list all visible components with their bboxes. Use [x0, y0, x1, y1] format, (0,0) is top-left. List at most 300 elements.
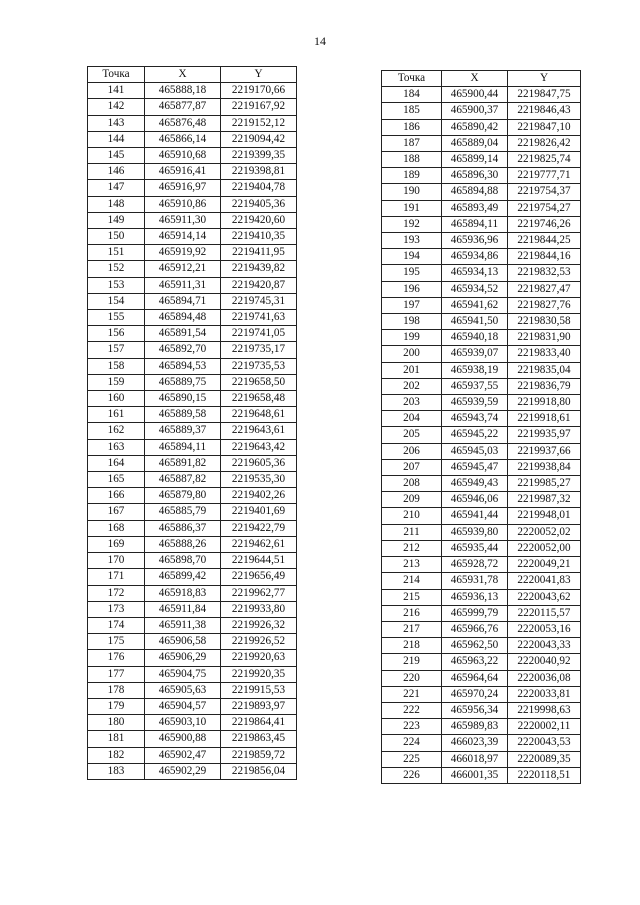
- cell-point: 171: [88, 569, 145, 585]
- table-row: [382, 184, 581, 200]
- cell-point: 169: [88, 536, 145, 552]
- cell-y: 2219741,63: [221, 310, 297, 326]
- table-row: [88, 83, 297, 99]
- header-y: Y: [508, 71, 581, 87]
- cell-x: 465934,52: [442, 281, 508, 297]
- cell-y: 2219404,78: [221, 180, 297, 196]
- cell-point: 205: [382, 427, 442, 443]
- cell-x: 465896,30: [442, 168, 508, 184]
- coordinates-table-right: [381, 70, 581, 784]
- table-row: [88, 520, 297, 536]
- table-row: [88, 601, 297, 617]
- cell-x: 465911,84: [145, 601, 221, 617]
- cell-y: 2219094,42: [221, 131, 297, 147]
- cell-y: 2219167,92: [221, 99, 297, 115]
- table-row: [88, 715, 297, 731]
- table-row: [382, 200, 581, 216]
- cell-point: 222: [382, 702, 442, 718]
- cell-x: 465866,14: [145, 131, 221, 147]
- cell-y: 2219420,87: [221, 277, 297, 293]
- cell-point: 161: [88, 407, 145, 423]
- table-row: [382, 87, 581, 103]
- cell-x: 465936,96: [442, 233, 508, 249]
- cell-x: 466023,39: [442, 735, 508, 751]
- cell-point: 196: [382, 281, 442, 297]
- cell-point: 202: [382, 378, 442, 394]
- cell-y: 2219846,43: [508, 103, 581, 119]
- cell-y: 2219735,53: [221, 358, 297, 374]
- cell-y: 2219856,04: [221, 763, 297, 779]
- cell-point: 164: [88, 455, 145, 471]
- cell-x: 465916,97: [145, 180, 221, 196]
- cell-point: 155: [88, 310, 145, 326]
- cell-x: 465989,83: [442, 719, 508, 735]
- cell-x: 465906,29: [145, 650, 221, 666]
- cell-x: 465898,70: [145, 553, 221, 569]
- table-row: [382, 654, 581, 670]
- table-row: [88, 293, 297, 309]
- cell-point: 209: [382, 492, 442, 508]
- cell-point: 176: [88, 650, 145, 666]
- cell-y: 2219832,53: [508, 265, 581, 281]
- cell-x: 465902,29: [145, 763, 221, 779]
- cell-point: 173: [88, 601, 145, 617]
- cell-x: 465943,74: [442, 411, 508, 427]
- table-row: [88, 148, 297, 164]
- cell-x: 466018,97: [442, 751, 508, 767]
- cell-y: 2219658,50: [221, 374, 297, 390]
- cell-x: 465941,50: [442, 314, 508, 330]
- cell-point: 184: [382, 87, 442, 103]
- cell-x: 465934,13: [442, 265, 508, 281]
- cell-point: 191: [382, 200, 442, 216]
- cell-y: 2219643,61: [221, 423, 297, 439]
- cell-x: 465894,53: [145, 358, 221, 374]
- cell-x: 465887,82: [145, 472, 221, 488]
- cell-y: 2220053,16: [508, 621, 581, 637]
- table-row: [382, 476, 581, 492]
- cell-point: 185: [382, 103, 442, 119]
- table-row: [88, 180, 297, 196]
- table-row: [88, 488, 297, 504]
- cell-y: 2220036,08: [508, 670, 581, 686]
- cell-x: 465892,70: [145, 342, 221, 358]
- page-number: 14: [314, 34, 326, 48]
- cell-y: 2219933,80: [221, 601, 297, 617]
- table-row: [382, 297, 581, 313]
- cell-y: 2219405,36: [221, 196, 297, 212]
- cell-point: 198: [382, 314, 442, 330]
- cell-point: 157: [88, 342, 145, 358]
- cell-point: 201: [382, 362, 442, 378]
- cell-y: 2219893,97: [221, 698, 297, 714]
- cell-x: 465889,75: [145, 374, 221, 390]
- cell-point: 203: [382, 395, 442, 411]
- cell-point: 165: [88, 472, 145, 488]
- cell-y: 2219410,35: [221, 229, 297, 245]
- cell-x: 465956,34: [442, 702, 508, 718]
- cell-x: 465964,64: [442, 670, 508, 686]
- cell-x: 465899,14: [442, 152, 508, 168]
- cell-point: 197: [382, 297, 442, 313]
- table-row: [88, 504, 297, 520]
- cell-y: 2219833,40: [508, 346, 581, 362]
- table-row: [88, 407, 297, 423]
- table-row: [382, 621, 581, 637]
- cell-x: 466001,35: [442, 767, 508, 783]
- cell-x: 465893,49: [442, 200, 508, 216]
- cell-x: 465939,59: [442, 395, 508, 411]
- cell-y: 2219998,63: [508, 702, 581, 718]
- cell-x: 465894,11: [145, 439, 221, 455]
- table-row: [382, 265, 581, 281]
- header-point: Точка: [382, 71, 442, 87]
- cell-y: 2220043,53: [508, 735, 581, 751]
- cell-y: 2219831,90: [508, 330, 581, 346]
- table-row: [88, 358, 297, 374]
- table-row: [382, 362, 581, 378]
- cell-x: 465928,72: [442, 557, 508, 573]
- cell-x: 465886,37: [145, 520, 221, 536]
- cell-y: 2219656,49: [221, 569, 297, 585]
- table-row: [382, 735, 581, 751]
- cell-y: 2219962,77: [221, 585, 297, 601]
- cell-x: 465937,55: [442, 378, 508, 394]
- cell-y: 2219826,42: [508, 135, 581, 151]
- table-row: [88, 131, 297, 147]
- cell-y: 2219735,17: [221, 342, 297, 358]
- table-row: [88, 342, 297, 358]
- cell-point: 142: [88, 99, 145, 115]
- cell-y: 2219648,61: [221, 407, 297, 423]
- table-row: [382, 152, 581, 168]
- cell-x: 465888,18: [145, 83, 221, 99]
- cell-point: 172: [88, 585, 145, 601]
- table-row: [88, 585, 297, 601]
- cell-x: 465889,37: [145, 423, 221, 439]
- cell-y: 2219915,53: [221, 682, 297, 698]
- table-row: [382, 314, 581, 330]
- table-row: [88, 634, 297, 650]
- table-row: [382, 605, 581, 621]
- cell-x: 465999,79: [442, 605, 508, 621]
- cell-y: 2219987,32: [508, 492, 581, 508]
- cell-point: 225: [382, 751, 442, 767]
- cell-x: 465894,11: [442, 216, 508, 232]
- cell-point: 177: [88, 666, 145, 682]
- cell-point: 162: [88, 423, 145, 439]
- cell-x: 465902,47: [145, 747, 221, 763]
- table-row: [88, 569, 297, 585]
- cell-point: 199: [382, 330, 442, 346]
- table-row: [382, 168, 581, 184]
- cell-point: 207: [382, 459, 442, 475]
- table-row: [382, 281, 581, 297]
- cell-point: 180: [88, 715, 145, 731]
- cell-point: 190: [382, 184, 442, 200]
- cell-y: 2220052,00: [508, 540, 581, 556]
- cell-point: 168: [88, 520, 145, 536]
- cell-x: 465963,22: [442, 654, 508, 670]
- cell-point: 175: [88, 634, 145, 650]
- cell-x: 465910,68: [145, 148, 221, 164]
- cell-point: 218: [382, 638, 442, 654]
- cell-x: 465945,22: [442, 427, 508, 443]
- table-row: [382, 719, 581, 735]
- cell-y: 2219741,05: [221, 326, 297, 342]
- table-row: [88, 212, 297, 228]
- cell-point: 151: [88, 245, 145, 261]
- cell-x: 465905,63: [145, 682, 221, 698]
- cell-y: 2219937,66: [508, 443, 581, 459]
- table-row: [382, 573, 581, 589]
- cell-y: 2219844,25: [508, 233, 581, 249]
- table-row: [382, 395, 581, 411]
- table-row: [88, 455, 297, 471]
- cell-y: 2220002,11: [508, 719, 581, 735]
- table-row: [88, 698, 297, 714]
- cell-x: 465889,58: [145, 407, 221, 423]
- table-row: [382, 103, 581, 119]
- cell-y: 2220041,83: [508, 573, 581, 589]
- cell-x: 465876,48: [145, 115, 221, 131]
- cell-x: 465911,31: [145, 277, 221, 293]
- cell-point: 220: [382, 670, 442, 686]
- cell-x: 465934,86: [442, 249, 508, 265]
- table-row: [382, 508, 581, 524]
- table-row: [88, 374, 297, 390]
- cell-point: 158: [88, 358, 145, 374]
- table-row: [382, 249, 581, 265]
- cell-y: 2220089,35: [508, 751, 581, 767]
- cell-point: 160: [88, 391, 145, 407]
- cell-x: 465912,21: [145, 261, 221, 277]
- cell-x: 465904,57: [145, 698, 221, 714]
- cell-y: 2219420,60: [221, 212, 297, 228]
- cell-point: 192: [382, 216, 442, 232]
- cell-y: 2219844,16: [508, 249, 581, 265]
- cell-point: 144: [88, 131, 145, 147]
- cell-y: 2219746,26: [508, 216, 581, 232]
- table-row: [88, 763, 297, 779]
- table-row: [88, 229, 297, 245]
- cell-y: 2219643,42: [221, 439, 297, 455]
- cell-y: 2219918,80: [508, 395, 581, 411]
- header-x: X: [145, 67, 221, 83]
- cell-y: 2219938,84: [508, 459, 581, 475]
- cell-x: 465914,14: [145, 229, 221, 245]
- table-row: [382, 524, 581, 540]
- cell-point: 150: [88, 229, 145, 245]
- cell-x: 465900,44: [442, 87, 508, 103]
- table-row: [88, 553, 297, 569]
- cell-y: 2219411,95: [221, 245, 297, 261]
- cell-y: 2220043,33: [508, 638, 581, 654]
- cell-x: 465940,18: [442, 330, 508, 346]
- cell-point: 167: [88, 504, 145, 520]
- cell-x: 465931,78: [442, 573, 508, 589]
- table-row: [382, 670, 581, 686]
- cell-x: 465894,71: [145, 293, 221, 309]
- cell-point: 194: [382, 249, 442, 265]
- cell-y: 2219827,47: [508, 281, 581, 297]
- cell-y: 2219535,30: [221, 472, 297, 488]
- cell-x: 465946,06: [442, 492, 508, 508]
- cell-point: 210: [382, 508, 442, 524]
- table-row: [88, 682, 297, 698]
- cell-point: 211: [382, 524, 442, 540]
- cell-y: 2219864,41: [221, 715, 297, 731]
- cell-point: 214: [382, 573, 442, 589]
- cell-y: 2219401,69: [221, 504, 297, 520]
- cell-y: 2220052,02: [508, 524, 581, 540]
- cell-point: 186: [382, 119, 442, 135]
- cell-x: 465890,15: [145, 391, 221, 407]
- header-y: Y: [221, 67, 297, 83]
- table-row: [88, 391, 297, 407]
- table-row: [382, 216, 581, 232]
- cell-x: 465894,48: [145, 310, 221, 326]
- table-header-row: [88, 67, 297, 83]
- cell-x: 465906,58: [145, 634, 221, 650]
- cell-point: 170: [88, 553, 145, 569]
- cell-y: 2219777,71: [508, 168, 581, 184]
- table-row: [88, 261, 297, 277]
- cell-x: 465916,41: [145, 164, 221, 180]
- cell-point: 208: [382, 476, 442, 492]
- table-row: [88, 536, 297, 552]
- cell-y: 2219462,61: [221, 536, 297, 552]
- cell-y: 2219170,66: [221, 83, 297, 99]
- table-row: [88, 99, 297, 115]
- cell-y: 2220043,62: [508, 589, 581, 605]
- cell-x: 465939,80: [442, 524, 508, 540]
- cell-x: 465888,26: [145, 536, 221, 552]
- table-row: [382, 638, 581, 654]
- table-row: [88, 196, 297, 212]
- cell-x: 465936,13: [442, 589, 508, 605]
- table-row: [88, 115, 297, 131]
- cell-point: 153: [88, 277, 145, 293]
- cell-y: 2219935,97: [508, 427, 581, 443]
- table-row: [88, 747, 297, 763]
- cell-point: 183: [88, 763, 145, 779]
- cell-y: 2219985,27: [508, 476, 581, 492]
- cell-y: 2219830,58: [508, 314, 581, 330]
- table-row: [88, 277, 297, 293]
- header-x: X: [442, 71, 508, 87]
- cell-point: 178: [88, 682, 145, 698]
- cell-x: 465879,80: [145, 488, 221, 504]
- cell-y: 2219863,45: [221, 731, 297, 747]
- table-row: [382, 135, 581, 151]
- table-row: [382, 702, 581, 718]
- table-row: [382, 686, 581, 702]
- cell-point: 166: [88, 488, 145, 504]
- cell-x: 465899,42: [145, 569, 221, 585]
- cell-y: 2219920,63: [221, 650, 297, 666]
- table-row: [382, 589, 581, 605]
- cell-point: 147: [88, 180, 145, 196]
- cell-y: 2219918,61: [508, 411, 581, 427]
- cell-x: 465903,10: [145, 715, 221, 731]
- cell-y: 2219836,79: [508, 378, 581, 394]
- cell-point: 204: [382, 411, 442, 427]
- cell-y: 2220115,57: [508, 605, 581, 621]
- table-row: [382, 330, 581, 346]
- table-row: [382, 557, 581, 573]
- cell-y: 2219439,82: [221, 261, 297, 277]
- cell-x: 465935,44: [442, 540, 508, 556]
- cell-y: 2219926,32: [221, 617, 297, 633]
- cell-x: 465894,88: [442, 184, 508, 200]
- cell-y: 2219745,31: [221, 293, 297, 309]
- cell-point: 163: [88, 439, 145, 455]
- cell-point: 217: [382, 621, 442, 637]
- cell-y: 2219859,72: [221, 747, 297, 763]
- cell-point: 179: [88, 698, 145, 714]
- cell-y: 2219422,79: [221, 520, 297, 536]
- cell-x: 465889,04: [442, 135, 508, 151]
- table-row: [88, 617, 297, 633]
- coordinates-table-left: [87, 66, 297, 780]
- cell-point: 187: [382, 135, 442, 151]
- cell-y: 2219926,52: [221, 634, 297, 650]
- cell-point: 188: [382, 152, 442, 168]
- cell-point: 221: [382, 686, 442, 702]
- table-row: [382, 540, 581, 556]
- table-row: [88, 326, 297, 342]
- cell-x: 465911,30: [145, 212, 221, 228]
- cell-x: 465900,37: [442, 103, 508, 119]
- table-row: [88, 731, 297, 747]
- table-row: [88, 245, 297, 261]
- cell-x: 465904,75: [145, 666, 221, 682]
- cell-point: 224: [382, 735, 442, 751]
- cell-x: 465939,07: [442, 346, 508, 362]
- cell-point: 200: [382, 346, 442, 362]
- cell-x: 465900,88: [145, 731, 221, 747]
- cell-x: 465919,92: [145, 245, 221, 261]
- cell-y: 2219398,81: [221, 164, 297, 180]
- table-row: [88, 439, 297, 455]
- cell-y: 2219754,27: [508, 200, 581, 216]
- cell-point: 182: [88, 747, 145, 763]
- cell-point: 145: [88, 148, 145, 164]
- cell-y: 2219399,35: [221, 148, 297, 164]
- cell-point: 154: [88, 293, 145, 309]
- cell-y: 2219152,12: [221, 115, 297, 131]
- table-row: [382, 233, 581, 249]
- cell-y: 2220049,21: [508, 557, 581, 573]
- cell-x: 465941,44: [442, 508, 508, 524]
- cell-y: 2219847,75: [508, 87, 581, 103]
- cell-point: 141: [88, 83, 145, 99]
- cell-x: 465962,50: [442, 638, 508, 654]
- cell-point: 152: [88, 261, 145, 277]
- cell-point: 216: [382, 605, 442, 621]
- cell-y: 2219948,01: [508, 508, 581, 524]
- cell-point: 146: [88, 164, 145, 180]
- cell-x: 465910,86: [145, 196, 221, 212]
- cell-point: 195: [382, 265, 442, 281]
- table-row: [382, 119, 581, 135]
- header-point: Точка: [88, 67, 145, 83]
- table-row: [382, 411, 581, 427]
- table-row: [382, 751, 581, 767]
- cell-x: 465941,62: [442, 297, 508, 313]
- cell-point: 193: [382, 233, 442, 249]
